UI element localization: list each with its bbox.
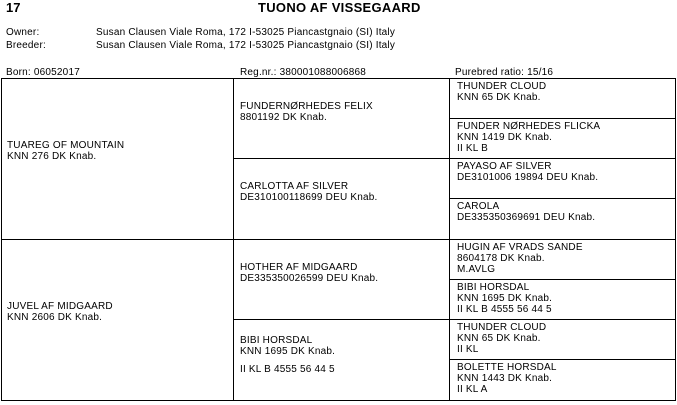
sire-cell [7,140,124,162]
ssd-cell [457,121,600,154]
dds-cell [457,322,546,355]
table-bottom-border [1,400,676,401]
sss-reg: KNN 65 DK Knab. [457,92,541,103]
sss-cell [457,81,546,103]
sdd-reg: DE335350369691 DEU Knab. [457,212,596,223]
dam-sire-name: HOTHER AF MIDGAARD [240,262,358,273]
table-divider-gen3c [449,279,676,280]
sss-name: THUNDER CLOUD [457,81,547,92]
sds-cell [457,161,598,183]
table-col2-border [449,78,450,400]
table-divider-gen3a [449,118,676,119]
table-divider-gen3d [449,359,676,360]
owner-value: Susan Clausen Viale Roma, 172 I-53025 Piancastgnaio (SI) Italy [96,27,396,38]
dam-dam-extra: II KL B 4555 56 44 5 [240,364,335,375]
dam-reg: KNN 2606 DK Knab. [7,312,103,323]
dsd-reg: KNN 1695 DK Knab. [457,293,553,304]
sdd-cell [457,201,595,223]
sdd-name: CAROLA [457,201,500,212]
ddd-name: BOLETTE HORSDAL [457,362,557,373]
sire-dam-cell [240,181,378,203]
purebred-ratio: Purebred ratio: 15/16 [455,67,554,78]
sire-dam-reg: DE310100118699 DEU Knab. [240,192,378,203]
sire-sire-name: FUNDERNØRHEDES FELIX [240,101,373,112]
catalog-number: 17 [6,0,21,15]
born-date: Born: 06052017 [6,67,80,78]
breeder-label: Breeder: [6,40,46,51]
ddd-cell [457,362,557,395]
ssd-name: FUNDER NØRHEDES FLICKA [457,121,601,132]
table-col1-border [233,78,234,400]
registration-number: Reg.nr.: 380001088006868 [240,67,367,78]
sire-reg: KNN 276 DK Knab. [7,151,97,162]
dam-sire-cell [240,262,378,284]
ssd-reg: KNN 1419 DK Knab. [457,132,553,143]
dds-name: THUNDER CLOUD [457,322,547,333]
sire-name: TUAREG OF MOUNTAIN [7,140,125,151]
dam-dam-name: BIBI HORSDAL [240,335,313,346]
table-divider-gen2b [233,319,676,320]
sire-sire-reg: 8801192 DK Knab. [240,112,327,123]
sire-dam-name: CARLOTTA AF SILVER [240,181,349,192]
dss-extra: M.AVLG [457,264,496,275]
dds-reg: KNN 65 DK Knab. [457,333,541,344]
sire-sire-cell [240,101,373,123]
table-top-border [1,78,676,79]
dss-name: HUGIN AF VRADS SANDE [457,242,583,253]
dam-dam-cell [240,335,335,375]
dss-cell [457,242,583,275]
page-title: TUONO AF VISSEGAARD [258,0,421,15]
table-mid-divider [1,239,676,240]
sds-reg: DE3101006 19894 DEU Knab. [457,172,599,183]
dam-dam-reg: KNN 1695 DK Knab. [240,346,336,357]
sds-name: PAYASO AF SILVER [457,161,552,172]
owner-label: Owner: [6,27,40,38]
dsd-extra: II KL B 4555 56 44 5 [457,304,552,315]
ddd-reg: KNN 1443 DK Knab. [457,373,553,384]
table-right-border [675,78,676,400]
breeder-value: Susan Clausen Viale Roma, 172 I-53025 Piancastgnaio (SI) Italy [96,40,396,51]
dam-name: JUVEL AF MIDGAARD [7,301,113,312]
dsd-name: BIBI HORSDAL [457,282,530,293]
ddd-extra: II KL A [457,384,488,395]
table-divider-gen2a [233,158,676,159]
dss-reg: 8604178 DK Knab. [457,253,545,264]
dam-cell [7,301,113,323]
ssd-extra: II KL B [457,143,489,154]
dam-sire-reg: DE335350026599 DEU Knab. [240,273,379,284]
table-left-border [1,78,2,400]
dsd-cell [457,282,552,315]
dds-extra: II KL [457,344,479,355]
table-divider-gen3b [449,198,676,199]
